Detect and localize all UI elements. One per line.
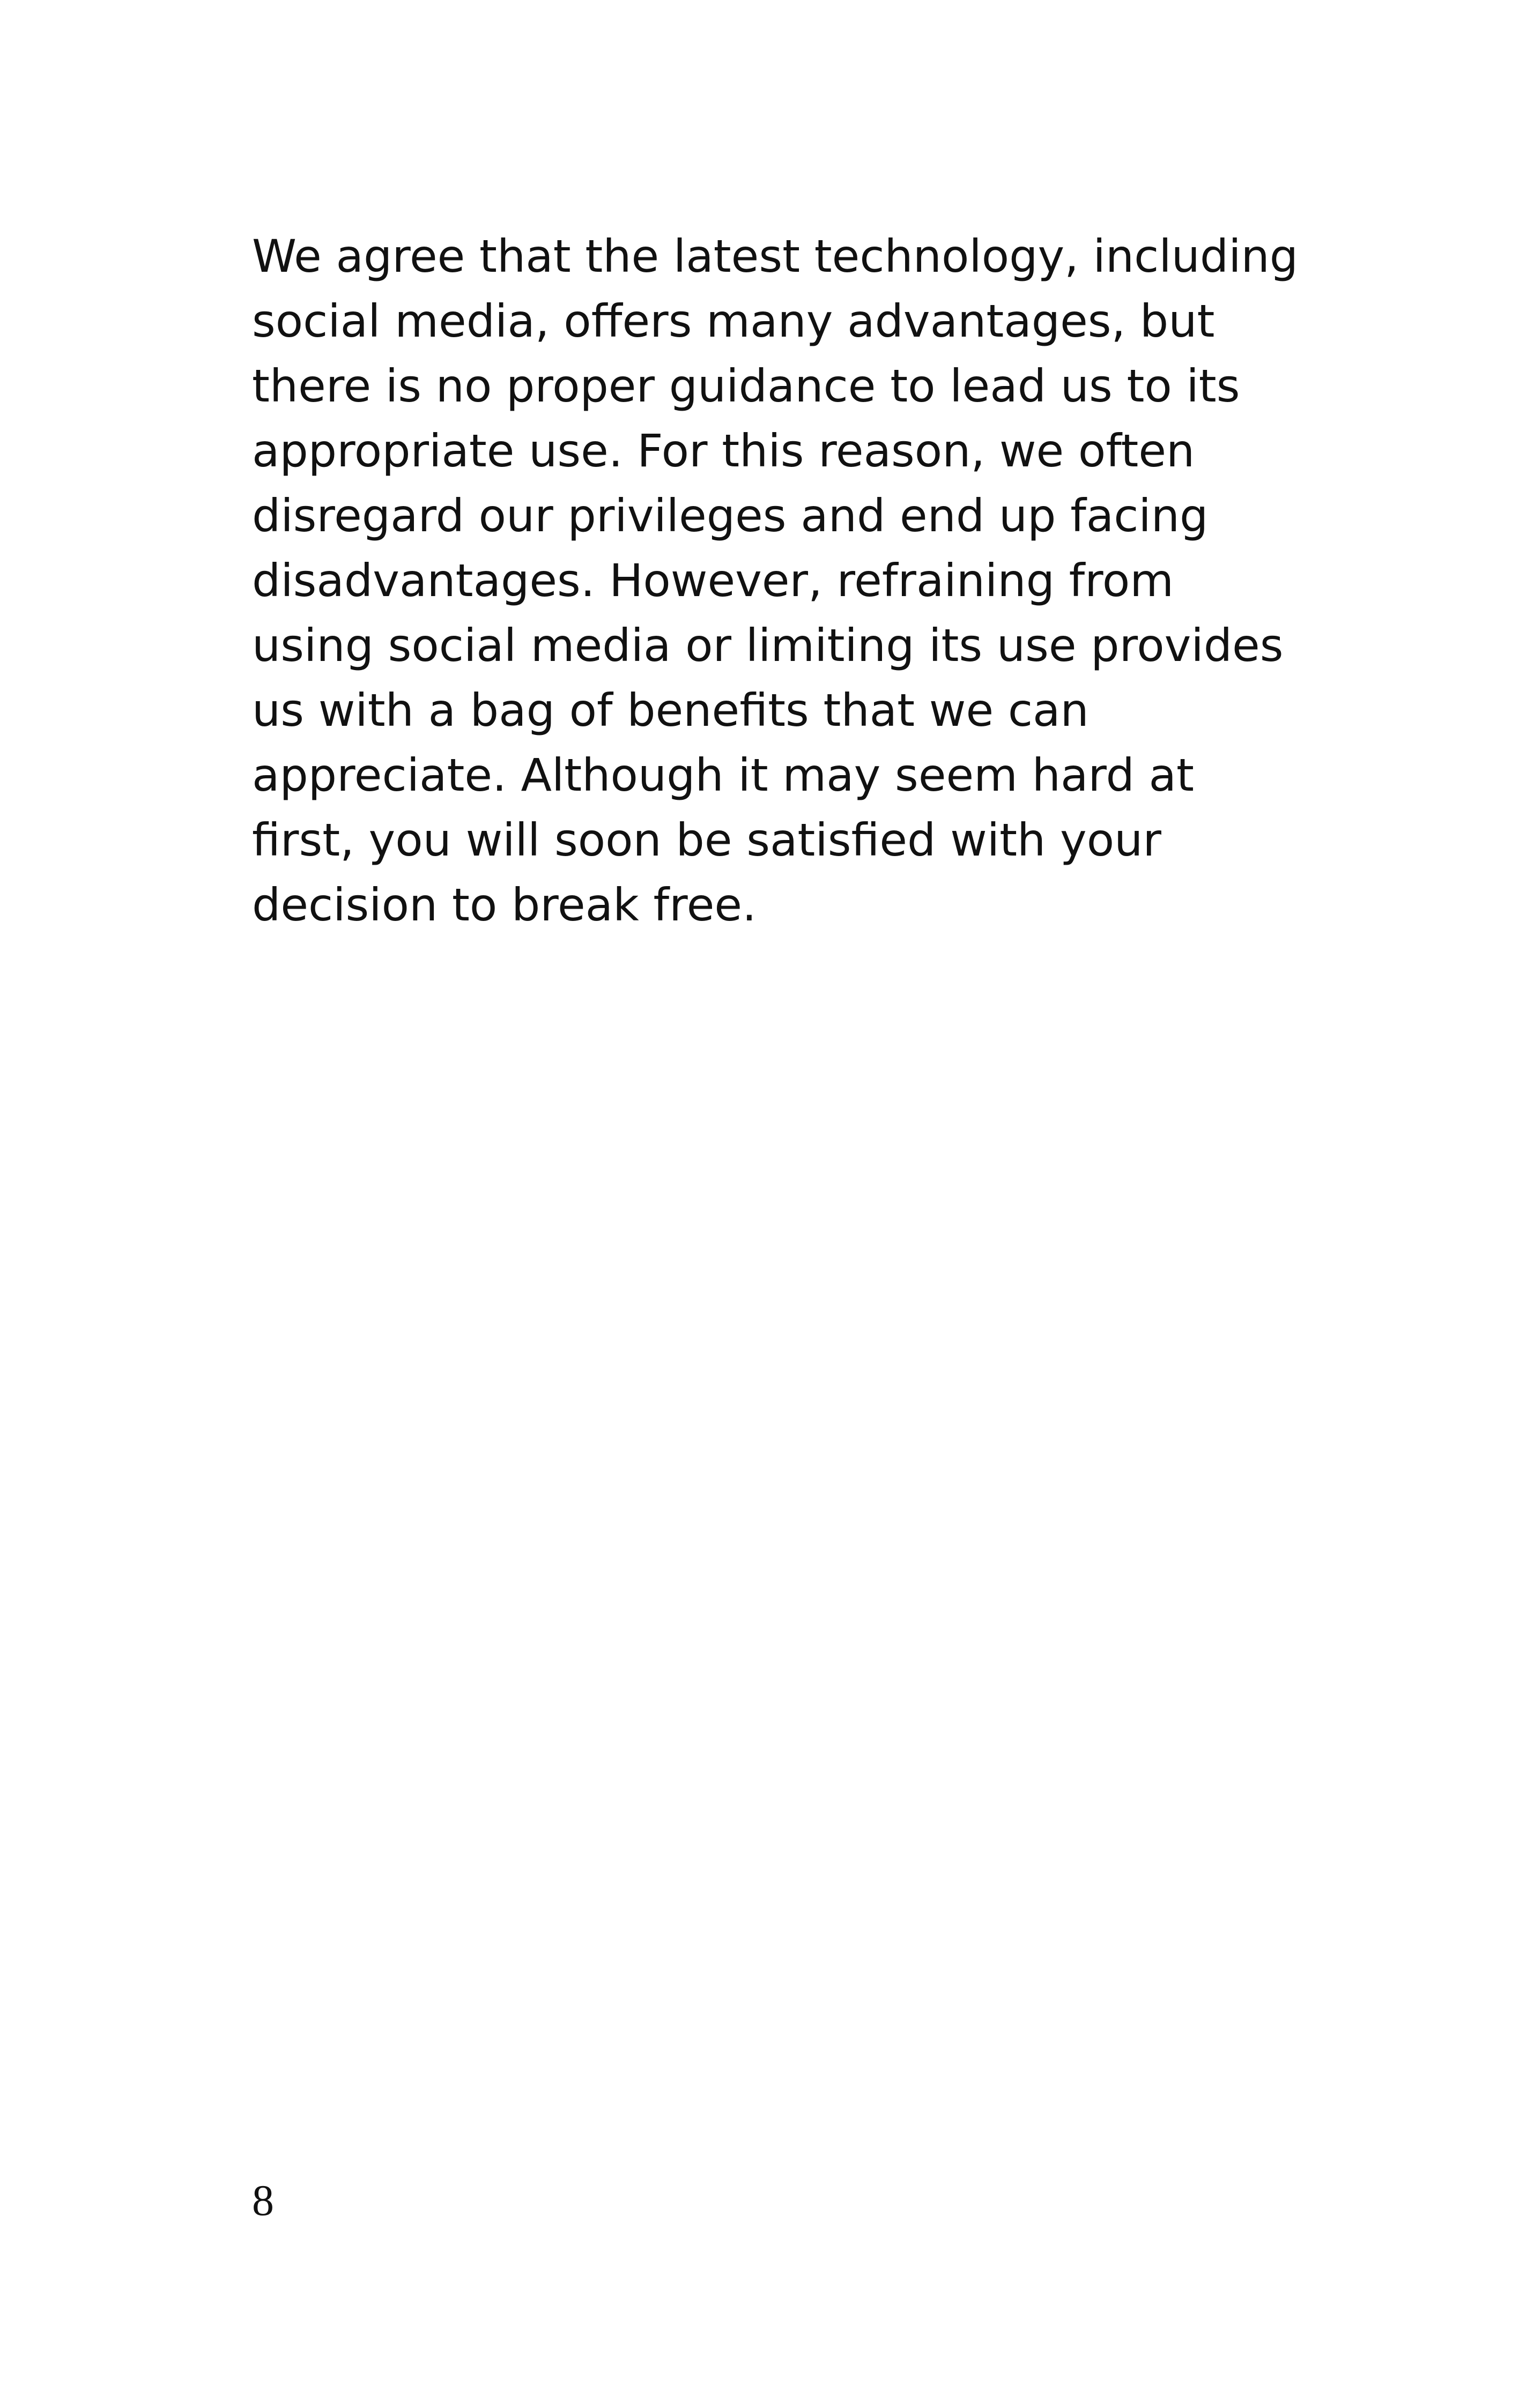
paragraph-line: first, you will soon be satisfied with your	[252, 814, 1161, 866]
body-paragraph	[252, 224, 1298, 938]
page-number: 8	[252, 2176, 274, 2225]
paragraph-line: us with a bag of benefits that we can	[252, 684, 1089, 737]
paragraph-line: We agree that the latest technology, including	[252, 230, 1299, 283]
paragraph-line: disadvantages. However, refraining from	[252, 554, 1174, 607]
paragraph-line: disregard our privileges and end up facing	[252, 489, 1209, 542]
paragraph-line: using social media or limiting its use provides	[252, 619, 1284, 672]
paragraph-line: there is no proper guidance to lead us to its	[252, 360, 1240, 412]
paragraph-line: appreciate. Although it may seem hard at	[252, 749, 1194, 801]
paragraph-line: social media, offers many advantages, but	[252, 295, 1215, 347]
paragraph-line: decision to break free.	[252, 879, 757, 931]
paragraph-line: appropriate use. For this reason, we often	[252, 425, 1195, 477]
